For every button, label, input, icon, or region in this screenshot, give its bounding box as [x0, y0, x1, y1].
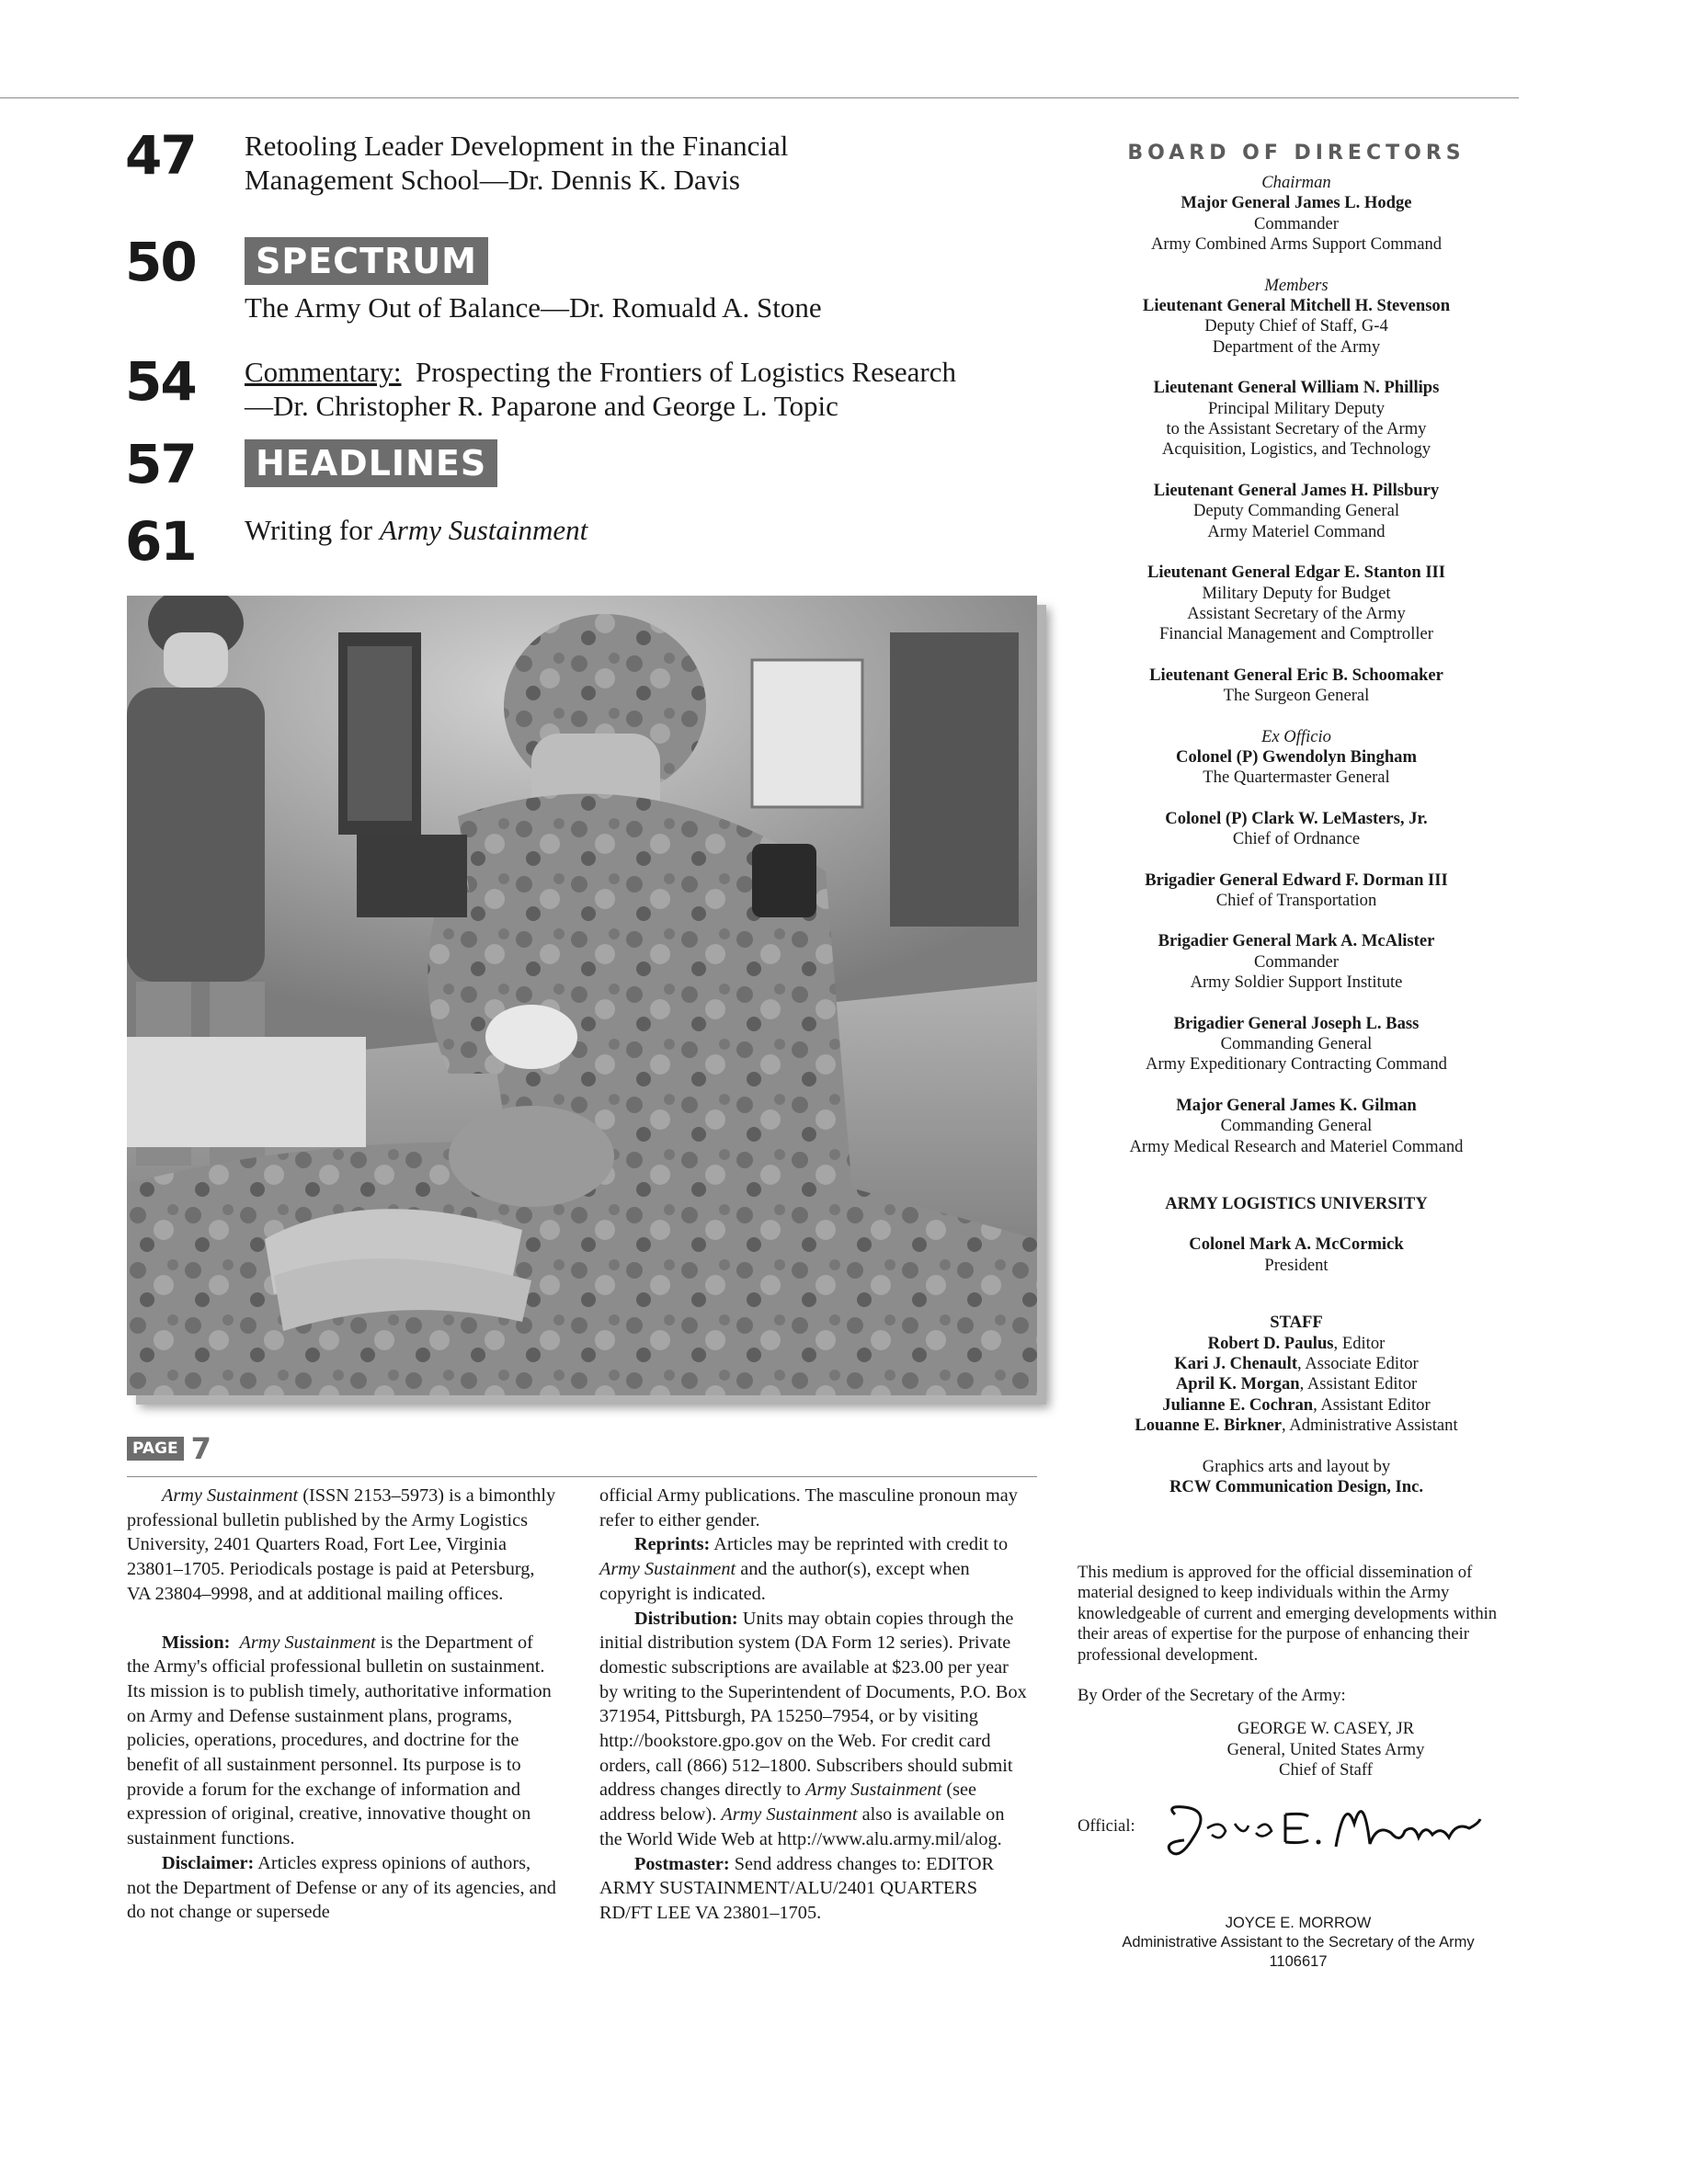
exofficio-block: Ex Officio Colonel (P) Gwendolyn Bingham The Quartermaster General — [1176, 726, 1417, 788]
exofficio-block: Brigadier General Joseph L. Bass Commanding General Army Expeditionary Contracting Command — [1146, 1013, 1447, 1075]
commentary-label: Commentary: — [245, 356, 402, 388]
exofficio-block: Colonel (P) Clark W. LeMasters, Jr. Chief of Ordnance — [1165, 808, 1428, 849]
section-label-headlines: HEADLINES — [245, 439, 497, 487]
toc-title: Writing for Army Sustainment — [245, 514, 588, 546]
handwritten-signature — [1157, 1787, 1488, 1870]
staff-block: STAFF Robert D. Paulus, Editor Kari J. Chenault, Associate Editor April K. Morgan, Assistant Editor Julianne E. Cochran, Assistant Editor Louanne E. Birkner, Administrative Assistant — [1076, 1313, 1517, 1436]
approval-text: This medium is approved for the official dissemination of material designed to keep individuals within the Army knowledgeable of current and emerging developments within their areas of expertise for the purpose of enhancing their professional development. — [1078, 1563, 1498, 1665]
member-block: Lieutenant General William N. Phillips Principal Military Deputy to the Assistant Secretary of the Army Acquisition, Logistics, and Technology — [1153, 378, 1440, 460]
chief-of-staff-block: GEORGE W. CASEY, JR General, United States Army Chief of Staff — [1226, 1719, 1425, 1780]
official-signature-row — [1078, 1787, 1519, 1870]
staff-title: STAFF — [1270, 1313, 1323, 1333]
toc-title: Commentary: Prospecting the Frontiers of Logistics Research —Dr. Christopher R. Paparone and George L. Topic — [245, 356, 957, 422]
toc-title: Retooling Leader Development in the Financial Management School—Dr. Dennis K. Davis — [245, 130, 789, 196]
member-block: Lieutenant General Eric B. Schoomaker The Surgeon General — [1149, 665, 1443, 706]
exofficio-block: Brigadier General Mark A. McAlister Commander Army Soldier Support Institute — [1158, 931, 1435, 993]
publication-paragraph: Army Sustainment (ISSN 2153–5973) is a bimonthly professional bulletin published by the Army Logistics University, 2401 Quarters Road, Fort Lee, Virginia 23801–1705. Periodicals postage is paid at Petersburg, VA 23804–9998, and at additional mailing offices. — [127, 1485, 556, 1604]
top-rule — [0, 97, 1519, 98]
member-block: Members Lieutenant General Mitchell H. Stevenson Deputy Chief of Staff, G-4 Department of the Army — [1142, 275, 1451, 357]
cover-photo — [127, 596, 1037, 1395]
exofficio-block: Major General James K. Gilman Commanding General Army Medical Research and Materiel Command — [1129, 1095, 1464, 1156]
mission-paragraph: Mission: Army Sustainment is the Department of the Army's official professional bulletin on sustainment. Its mission is to publish timely, authoritative information on Army and Defense sustainment plans, programs, policies, operations, procedures, and doctrine for the benefit of all sustainment personnel. Its purpose is to provide a forum for the exchange of information and expression of original, creative, innovative thought on sustainment functions. — [127, 1632, 552, 1849]
disclaimer-paragraph: Disclaimer: Articles express opinions of authors, not the Department of Defense or any of its agencies, and do not change or supersede — [127, 1852, 556, 1923]
exofficio-block: Brigadier General Edward F. Dorman III Chief of Transportation — [1145, 870, 1448, 910]
masthead-column-2 — [599, 1484, 1032, 1926]
morrow-name: JOYCE E. MORROW — [1225, 1915, 1372, 1931]
official-label: Official: — [1078, 1815, 1135, 1836]
morrow-code: 1106617 — [1269, 1953, 1328, 1970]
reprints-paragraph: Reprints: Articles may be reprinted with credit to Army Sustainment and the author(s), except when copyright is indicated. — [599, 1534, 1009, 1604]
approval-notice — [1078, 1563, 1519, 1870]
toc-page-number: 61 — [125, 510, 196, 573]
page-badge: PAGE — [127, 1437, 184, 1461]
order-text: By Order of the Secretary of the Army: — [1078, 1686, 1346, 1706]
morrow-title: Administrative Assistant to the Secretary of the Army — [1122, 1934, 1475, 1951]
masthead-column-1 — [127, 1484, 559, 1925]
toc-page-number: 50 — [125, 231, 196, 293]
toc-page-number: 54 — [125, 350, 196, 413]
toc-title: The Army Out of Balance—Dr. Romuald A. Stone — [245, 291, 822, 324]
section-label-spectrum: SPECTRUM — [245, 237, 488, 285]
alu-president-block: Colonel Mark A. McCormick President — [1189, 1234, 1404, 1275]
alu-title: ARMY LOGISTICS UNIVERSITY — [1165, 1194, 1428, 1214]
photo-page-reference[interactable] — [127, 1431, 211, 1466]
column-rule — [127, 1476, 1037, 1477]
board-title: BOARD OF DIRECTORS — [1127, 142, 1466, 165]
disclaimer-continuation: official Army publications. The masculine pronoun may refer to either gender. — [599, 1485, 1018, 1530]
distribution-paragraph: Distribution: Units may obtain copies through the initial distribution system (DA Form 12 series). Private domestic subscriptions are available at $23.00 per year by writing to the Superintendent of Documents, P.O. Box 371954, Pittsburgh, PA 15250–7954, or by visiting http://bookstore.gpo.gov on the Web. For credit card orders, call (866) 512–1800. Subscribers should submit address changes directly to Army Sustainment (see address below). Army Sustainment also is available on the World Wide Web at http://www.alu.army.mil/alog. — [599, 1608, 1027, 1849]
graphics-credit: Graphics arts and layout by RCW Communication Design, Inc. — [1169, 1456, 1423, 1497]
toc-page-number: 57 — [125, 433, 196, 495]
member-block: Lieutenant General James H. Pillsbury Deputy Commanding General Army Materiel Command — [1153, 480, 1440, 541]
alu-block — [1076, 1194, 1517, 1214]
administrative-assistant-block — [1078, 1914, 1519, 1972]
board-of-directors — [1076, 140, 1517, 1519]
postmaster-paragraph: Postmaster: Send address changes to: EDITOR ARMY SUSTAINMENT/ALU/2401 QUARTERS RD/FT LEE VA 23801–1705. — [599, 1853, 995, 1923]
chairman-block: Chairman Major General James L. Hodge Commander Army Combined Arms Support Command — [1150, 173, 1443, 255]
photo-illustration — [127, 596, 1037, 1395]
page-number: 7 — [190, 1431, 211, 1466]
member-block: Lieutenant General Edgar E. Stanton III Military Deputy for Budget Assistant Secretary of the Army Financial Management and Comptroller — [1146, 563, 1446, 644]
toc-page-number: 47 — [125, 124, 196, 187]
